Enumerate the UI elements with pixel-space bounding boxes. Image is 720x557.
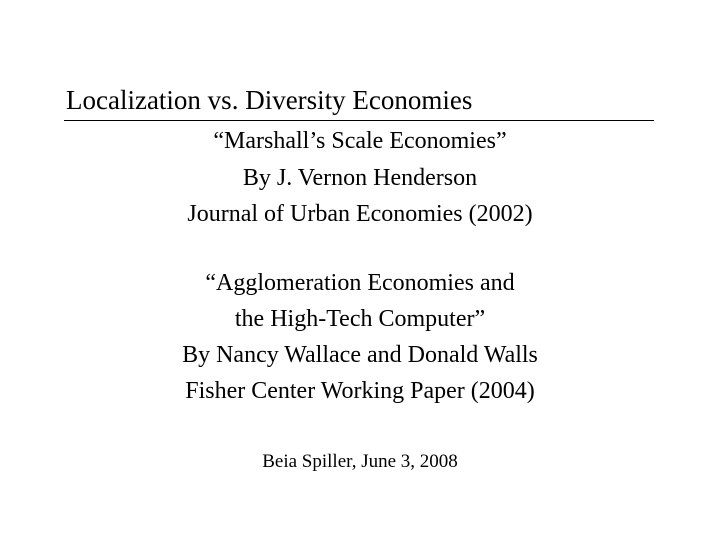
paper1-source: Journal of Urban Economies (2002) [187,201,533,227]
presenter-date: Beia Spiller, June 3, 2008 [262,451,458,472]
title-underline [64,120,654,121]
paper1-title: “Marshall’s Scale Economies” [213,128,507,154]
paper1-author: By J. Vernon Henderson [242,165,478,191]
paper2-title-line2: the High-Tech Computer” [234,306,486,332]
paper2-source: Fisher Center Working Paper (2004) [185,378,535,404]
slide-title: Localization vs. Diversity Economies [66,85,473,115]
paper2-author: By Nancy Wallace and Donald Walls [182,342,538,368]
paper2-title-line1: “Agglomeration Economies and [205,270,515,296]
